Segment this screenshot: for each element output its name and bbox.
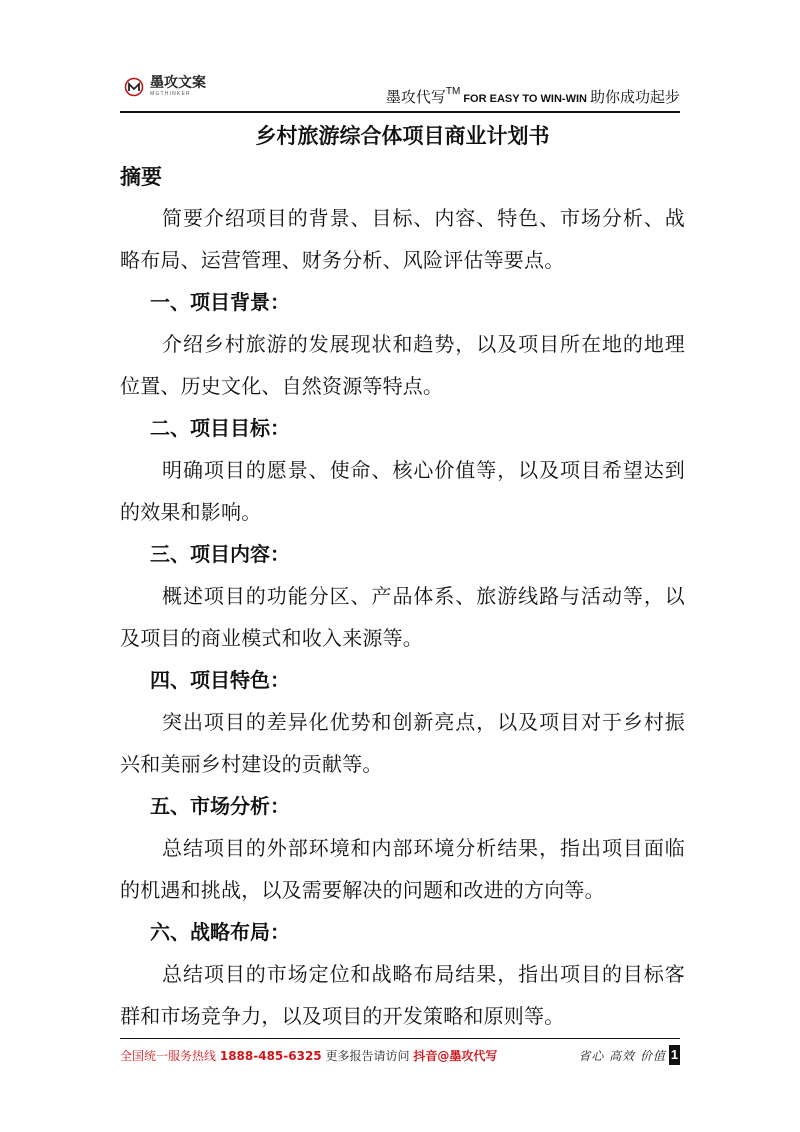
section-heading-goals: 二、项目目标： [150,416,290,440]
section-paragraph-market-analysis: 总结项目的外部环境和内部环境分析结果，指出项目面临的机遇和挑战，以及需要解决的问题和改进的方向等。 [120,836,685,902]
section-paragraph-features: 突出项目的差异化优势和创新亮点，以及项目对于乡村振兴和美丽乡村建设的贡献等。 [120,710,685,776]
hotline-number: 1888-485-6325 [219,1049,322,1063]
document-body [120,116,685,1037]
section-paragraph-goals: 明确项目的愿景、使命、核心价值等，以及项目希望达到的效果和影响。 [120,458,685,524]
more-reports-text: 更多报告请访问 [325,1049,410,1063]
logo [124,76,206,97]
section-paragraph-strategy: 总结项目的市场定位和战略布局结果，指出项目的目标客群和市场竞争力，以及项目的开发策略和原则等。 [120,962,685,1028]
section-heading-content: 三、项目内容： [150,542,290,566]
logo-text-cn: 墨攻文案 [150,75,206,91]
logo-text-en: MGTHINKER [150,91,191,97]
page-header [120,70,680,110]
abstract-paragraph: 简要介绍项目的背景、目标、内容、特色、市场分析、战略布局、运营管理、财务分析、风险评估等要点。 [120,206,685,272]
page-number: 1 [669,1045,680,1065]
footer-divider [120,1038,680,1039]
douyin-account: 抖音@墨攻代写 [413,1049,498,1063]
document-title: 乡村旅游综合体项目商业计划书 [255,124,550,148]
section-paragraph-background: 介绍乡村旅游的发展现状和趋势，以及项目所在地的地理位置、历史文化、自然资源等特点。 [120,332,685,398]
logo-icon [124,77,144,97]
slogan-tail: 助你成功起步 [589,88,680,106]
trademark-mark: TM [445,86,461,97]
abstract-heading: 摘要 [120,165,162,189]
section-heading-market-analysis: 五、市场分析： [150,794,290,818]
footer-motto: 省心 高效 价值 [578,1049,666,1063]
section-heading-features: 四、项目特色： [150,668,290,692]
header-divider [120,111,680,113]
slogan-en: FOR EASY TO WIN-WIN [463,93,587,105]
section-heading-background: 一、项目背景： [150,290,290,314]
page-footer [120,1045,680,1067]
section-paragraph-content: 概述项目的功能分区、产品体系、旅游线路与活动等，以及项目的商业模式和收入来源等。 [120,584,685,650]
header-slogan [386,86,680,107]
footer-contact [120,1047,497,1064]
section-heading-strategy: 六、战略布局： [150,920,290,944]
hotline-label: 全国统一服务热线 [120,1049,217,1063]
slogan-cn: 墨攻代写 [385,88,446,106]
